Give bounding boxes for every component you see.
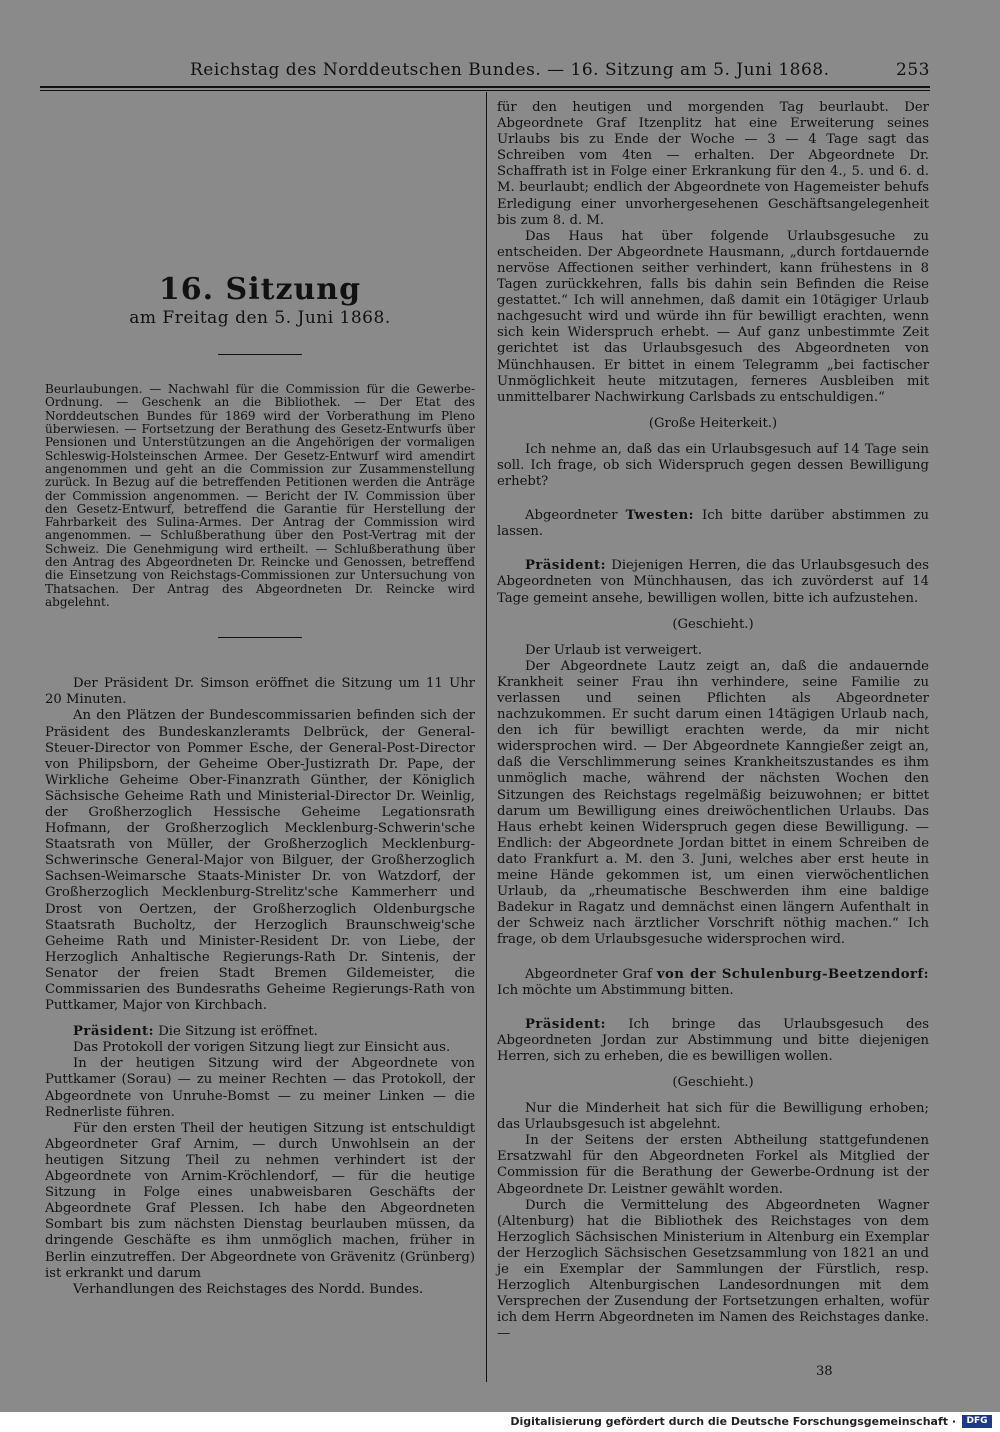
- paragraph: Das Protokoll der vorigen Sitzung liegt zur Einsicht aus.: [73, 1040, 451, 1056]
- speaker-name: Präsident:: [525, 558, 607, 574]
- footer-note: Verhandlungen des Reichstages des Nordd. Bundes.: [73, 1281, 424, 1297]
- speech-text: Ich möchte um Abstimmung bitten.: [497, 982, 734, 998]
- paragraph: Der Präsident Dr. Simson eröffnet die Sitzung um 11 Uhr 20 Minuten.: [45, 676, 475, 708]
- paragraph: Ich nehme an, daß das ein Urlaubsgesuch auf 14 Tage sein soll. Ich frage, ob sich Widerspruch gegen dessen Bewilligung erhebt?: [497, 441, 929, 490]
- left-column: [45, 100, 475, 1298]
- session-date: am Freitag den 5. Juni 1868.: [129, 308, 391, 329]
- speech: [497, 508, 929, 540]
- speaker-name: Präsident:: [525, 1016, 607, 1032]
- header-rule-thin: [40, 90, 930, 91]
- paragraph: Das Haus hat über folgende Urlaubsgesuche zu entscheiden. Der Abgeordnete Hausmann, „durch fortdauernde nervöse Affectionen seither verhindert, kann frühestens in 8 Tagen zurückkehren, falls bis dahin sein Befinden die Reise gestattet.“ Ich will annehmen, daß damit ein 10tägiger Urlaub nachgesucht wird und würde ihn für bewilligt erachten, wenn sich kein Widerspruch erhebt. — Auf ganz unbestimmte Zeit gerichtet ist das Urlaubsgesuch des Abgeordneten von Münchhausen. Er bittet in einem Telegramm „bei factischer Unmöglichkeit heute mitzutagen, ferneres Ausbleiben mit unmittelbarer Nachwirkung Carlsbads zu entschuldigen.“: [497, 228, 929, 405]
- speaker-name: Präsident:: [73, 1024, 155, 1040]
- header-rule: [40, 86, 930, 88]
- title-separator: [218, 354, 302, 355]
- speech: [45, 1024, 475, 1040]
- session-title: 16. Sitzung: [158, 272, 362, 307]
- paragraph: für den heutigen und morgenden Tag beurlaubt. Der Abgeordnete Graf Itzenplitz hat eine Erweiterung seines Urlaubs bis zu Ende der Woche — 3 — 4 Tage sagt das Schreiben vom 4ten — erhalten. Der Abgeordnete Dr. Schaffrath ist in Folge einer Erkrankung für den 4., 5. und 6. d. M. beurlaubt; endlich der Abgeordnete von Hagemeister behufs Erledigung einer unvorhergesehenen Geschäftsangelegenheit bis zum 8. d. M.: [497, 100, 929, 228]
- speaker-prefix: Abgeordneter Graf: [525, 966, 652, 982]
- paragraph: Für den ersten Theil der heutigen Sitzung ist entschuldigt Abgeordneter Graf Arnim, — durch Unwohlsein an der heutigen Sitzung Theil zu nehmen verhindert ist der Abgeordnete von Arnim-Kröchlendorf, — für die heutige Sitzung in Folge eines unabweisbaren Geschäfts der Abgeordnete Graf Plessen. Ich habe den Abgeordneten Sombart bis zum nächsten Dienstag beurlauben müssen, da dringende Geschäfte es ihm unmöglich machen, früher in Berlin einzutreffen. Der Abgeordnete von Grävenitz (Grünberg) ist erkrankt und darum: [45, 1120, 475, 1281]
- paragraph: An den Plätzen der Bundescommissarien befinden sich der Präsident des Bundeskanzleramts Delbrück, der General-Steuer-Director von Pommer Esche, der General-Post-Director von Philipsborn, der Geheime Ober-Justizrath Dr. Pape, der Wirkliche Geheime Ober-Finanzrath Günther, der Königlich Sächsische Geheime Rath und Ministerial-Director Dr. Weinlig, der Großherzoglich Hessische Geheime Legationsrath Hofmann, der Großherzoglich Mecklenburg-Schwerin'sche Staatsrath von Müller, der Großherzoglich Mecklenburg-Schwerinsche General-Major von Bilguer, der Großherzoglich Sachsen-Weimarsche Staats-Minister Dr. von Watzdorf, der Großherzoglich Mecklenburg-Strelitz'sche Kammerherr und Drost von Oertzen, der Großherzoglich Oldenburgsche Staatsrath Bucholtz, der Herzoglich Braunschweig'sche Geheime Rath und Minister-Resident Dr. von Liebe, der Herzoglich Anhaltische Regierungs-Rath Dr. Sintenis, der Senator der freien Stadt Bremen Gildemeister, die Commissarien des Bundesraths Geheime Regierungs-Rath von Puttkamer, Major von Kirchbach.: [45, 708, 475, 1014]
- speech-text: Ich bringe das Urlaubsgesuch des Abgeordneten Jordan zur Abstimmung und bitte diejenigen Herren, sich zu erheben, die es bewilligen wollen.: [497, 1016, 929, 1064]
- paragraph: Der Urlaub ist verweigert.: [525, 642, 702, 658]
- speech: [497, 558, 929, 606]
- page-number: 253: [896, 60, 930, 80]
- stage-direction: (Geschieht.): [672, 1074, 754, 1090]
- column-divider: [486, 92, 487, 1382]
- folio-number: 38: [816, 1364, 833, 1379]
- paragraph: Durch die Vermittelung des Abgeordneten Wagner (Altenburg) hat die Bibliothek des Reichstages von dem Herzoglich Sächsischen Ministerium in Altenburg ein Exemplar der Herzoglich Sächsischen Gesetzsammlung von 1821 an und je ein Exemplar der Sammlungen der Fürstlich, resp. Herzoglich Altenburgischen Landesordnungen mit dem Versprechen der Zusendung der Fortsetzungen erhalten, wofür ich dem Herrn Abgeordneten im Namen des Reichstages danke. —: [497, 1197, 929, 1342]
- banner-text: Digitalisierung gefördert durch die Deutsche Forschungsgemeinschaft ·: [510, 1415, 956, 1428]
- paragraph: Der Abgeordnete Lautz zeigt an, daß die andauernde Krankheit seiner Frau ihn verhindere, seine Familie zu verlassen und seinen Pflichten als Abgeordneter nachzukommen. Er sucht darum einen 14tägigen Urlaub nach, den ich für bewilligt erachten werde, da mir nicht widersprochen wird. — Der Abgeordnete Kanngießer zeigt an, daß die Verschlimmerung seines Krankheitszustandes es ihm unmöglich mache, während der nächsten Wochen den Sitzungen des Reichstags regelmäßig beizuwohnen; er bittet darum um Bewilligung eines dreiwöchentlichen Urlaubs. Das Haus erhebt keinen Widerspruch gegen diese Bewilligung. — Endlich: der Abgeordnete Jordan bittet in einem Schreiben de dato Frankfurt a. M. den 3. Juni, welches aber erst heute in meine Hände gekommen ist, um einen vierwöchentlichen Urlaub, da „rheumatische Beschwerden ihm eine baldige Badekur in Ragatz und demnächst einen längern Aufenthalt in der Schweiz nach ärztlicher Vorschrift nöthig machen.“ Ich frage, ob dem Urlaubsgesuche widersprochen wird.: [497, 658, 929, 948]
- session-summary: Beurlaubungen. — Nachwahl für die Commission für die Gewerbe-Ordnung. — Geschenk an die Bibliothek. — Der Etat des Norddeutschen Bundes für 1869 wird der Vorberathung im Pleno überwiesen. — Fortsetzung der Berathung des Gesetz-Entwurfs über Pensionen und Unterstützungen an die Angehörigen der vormaligen Schleswig-Holsteinschen Armee. Der Gesetz-Entwurf wird amendirt angenommen und geht an die Commission zur Zusammenstellung zurück. In Bezug auf die betreffenden Petitionen werden die Anträge der Commission angenommen. — Bericht der IV. Commission über den Gesetz-Entwurf, betreffend die Garantie für Herstellung der Fahrbarkeit des Sulina-Armes. Der Antrag der Commission wird angenommen. — Schlußberathung über den Post-Vertrag mit der Schweiz. Die Genehmigung wird ertheilt. — Schlußberathung über den Antrag des Abgeordneten Dr. Reincke und Genossen, betreffend die Einsetzung von Reichstags-Commissionen zur Untersuchung von Thatsachen. Der Antrag des Abgeordneten Dr. Reincke wird abgelehnt.: [45, 382, 475, 609]
- right-column: [497, 100, 929, 1342]
- paragraph: In der Seitens der ersten Abtheilung stattgefundenen Ersatzwahl für den Abgeordneten Forkel als Mitglied der Commission für die Berathung der Gewerbe-Ordnung ist der Abgeordnete Dr. Leistner gewählt worden.: [497, 1133, 929, 1197]
- header-title: Reichstag des Norddeutschen Bundes. — 16. Sitzung am 5. Juni 1868.: [190, 60, 830, 80]
- speaker-name: Twesten:: [625, 508, 695, 524]
- speech: [497, 1017, 929, 1065]
- running-header: [40, 60, 930, 84]
- speech: [497, 967, 929, 999]
- summary-separator: [218, 637, 302, 638]
- digitization-banner: [0, 1412, 1000, 1432]
- speaker-name: von der Schulenburg-Beetzendorf:: [656, 966, 929, 982]
- paragraph: Nur die Minderheit hat sich für die Bewilligung erhoben; das Urlaubsgesuch ist abgelehnt.: [497, 1101, 929, 1133]
- speech-text: Die Sitzung ist eröffnet.: [158, 1024, 318, 1040]
- speech-text: Ich bitte darüber abstimmen zu lassen.: [497, 508, 929, 540]
- paragraph: In der heutigen Sitzung wird der Abgeordnete von Puttkamer (Sorau) — zu meiner Rechten — das Protokoll, der Abgeordnete von Unruhe-Bomst — zu meiner Linken — die Rednerliste führen.: [45, 1056, 475, 1120]
- speaker-prefix: Abgeordneter: [525, 508, 618, 524]
- speech-text: Diejenigen Herren, die das Urlaubsgesuch des Abgeordneten von Münchhausen, das ich zuvörderst auf 14 Tage gemeint ansehe, bewilligen wollen, bitte ich aufzustehen.: [497, 558, 929, 606]
- dfg-logo-icon: DFG: [962, 1415, 992, 1428]
- stage-direction: (Geschieht.): [672, 616, 754, 632]
- stage-direction: (Große Heiterkeit.): [648, 415, 778, 431]
